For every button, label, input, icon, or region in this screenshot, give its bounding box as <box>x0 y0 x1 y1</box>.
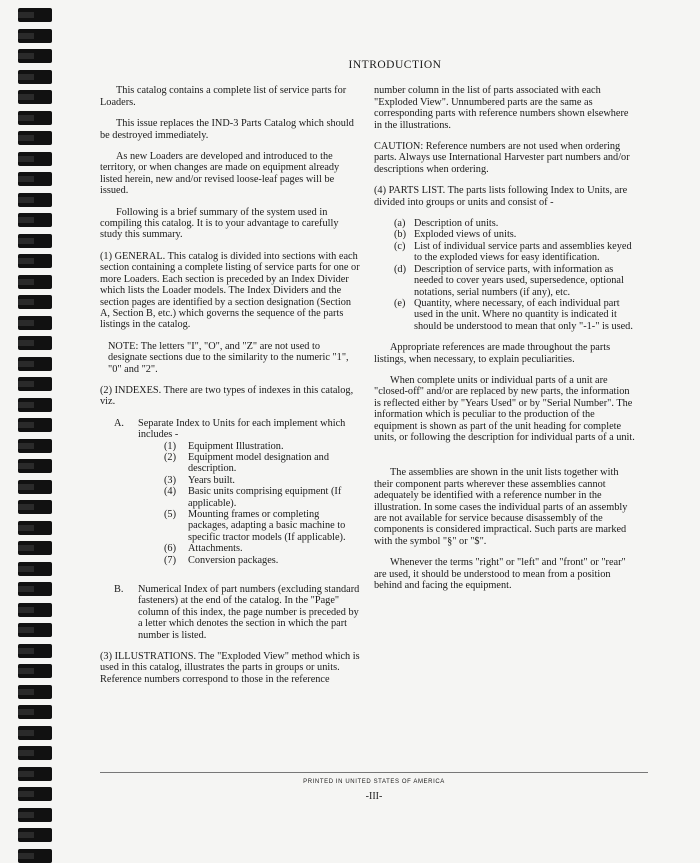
paragraph-new-loaders: As new Loaders are developed and introduced to the territory, or when changes are made on equipment already listed herein, new and/or revised loose-leaf pages will be issued. <box>100 151 340 197</box>
list-item-text: Conversion packages. <box>188 554 279 566</box>
section-indexes: (2) INDEXES. There are two types of indexes in this catalog, viz. <box>100 384 354 408</box>
binding-ring <box>18 828 52 842</box>
list-item-text: Equipment model designation and description. <box>188 451 329 475</box>
index-a-text: Separate Index to Units for each implement which includes - <box>138 417 346 441</box>
binding-ring <box>18 459 52 473</box>
binding-ring <box>18 70 52 84</box>
note-letters: NOTE: The letters "I", "O", and "Z" are not used to designate sections due to the similarity to the numeric "1", "0" and "2". <box>108 340 349 375</box>
index-b-text: Numerical Index of part numbers (excluding standard fasteners) at the end of the catalog. In the "Page" column of this index, the page number is preceded by a letter which denotes the section in which the part number is listed. <box>138 584 360 641</box>
binding-ring <box>18 664 52 678</box>
list-item <box>164 543 360 554</box>
paragraph-terms: Whenever the terms "right" or "left" and "front" or "rear" are used, it should be understood to mean from a position behind and facing the equipment. <box>374 557 626 592</box>
index-b-marker: B. <box>114 584 124 596</box>
list-item-marker: (a) <box>394 218 406 230</box>
list-item-text: Exploded views of units. <box>414 229 517 241</box>
binding-ring <box>18 295 52 309</box>
binding-ring <box>18 849 52 863</box>
document-page <box>100 60 648 840</box>
paragraph-closed-off: When complete units or individual parts of a unit are "closed-off" and/or are replaced by new parts, the information is reflected either by "Years Used" or by "Serial Number". The information which is peculiar to the production of the equipment is shown as part of the unit heading for complete units, or following the description for individual parts of a unit. <box>374 374 635 443</box>
binding-ring <box>18 172 52 186</box>
binding-ring <box>18 582 52 596</box>
paragraph-intro: This catalog contains a complete list of service parts for Loaders. <box>100 85 347 108</box>
list-item <box>164 452 360 475</box>
binding-ring <box>18 90 52 104</box>
list-item-marker: (1) <box>164 440 177 452</box>
binding-ring <box>18 193 52 207</box>
binding-ring <box>18 726 52 740</box>
binding-ring <box>18 500 52 514</box>
section-parts-list: (4) PARTS LIST. The parts lists following Index to Units, are divided into groups or units and consist of - <box>374 185 628 208</box>
list-item <box>394 218 637 229</box>
list-item-text: Quantity, where necessary, of each individual part used in the unit. Where no quantity is indicated it should be understood to mean that only "-1-" is used. <box>414 297 633 332</box>
spiral-binding <box>0 0 60 854</box>
binding-ring <box>18 29 52 43</box>
binding-ring <box>18 111 52 125</box>
binding-ring <box>18 234 52 248</box>
printed-notice: PRINTED IN UNITED STATES OF AMERICA <box>303 779 445 785</box>
index-a-marker: A. <box>114 417 125 429</box>
binding-ring <box>18 644 52 658</box>
binding-ring <box>18 746 52 760</box>
paragraph-caution: CAUTION: Reference numbers are not used when ordering parts. Always use International Harvester part numbers and/or descriptions when ordering. <box>374 141 630 175</box>
page-title: INTRODUCTION <box>348 59 442 71</box>
right-column <box>374 85 637 695</box>
paragraph-replaces: This issue replaces the IND-3 Parts Catalog which should be destroyed immediately. <box>100 118 354 141</box>
list-item <box>394 241 637 264</box>
binding-ring <box>18 398 52 412</box>
binding-ring <box>18 418 52 432</box>
footer-rule <box>100 772 648 773</box>
binding-ring <box>18 603 52 617</box>
list-item-marker: (c) <box>394 240 406 252</box>
binding-ring <box>18 49 52 63</box>
list-item-text: Description of service parts, with information as needed to cover years used, supersedence, optional notations, serial numbers (if any), etc. <box>414 263 624 298</box>
binding-ring <box>18 131 52 145</box>
page-number: -III- <box>365 791 383 802</box>
list-item-text: Mounting frames or completing packages, adapting a basic machine to specific tractor models (If applicable). <box>188 509 346 543</box>
binding-ring <box>18 152 52 166</box>
binding-ring <box>18 439 52 453</box>
binding-ring <box>18 705 52 719</box>
list-item <box>164 475 360 486</box>
binding-ring <box>18 767 52 781</box>
binding-ring <box>18 275 52 289</box>
list-item-marker: (4) <box>164 486 177 498</box>
binding-ring <box>18 336 52 350</box>
paragraph-summary: Following is a brief summary of the system used in compiling this catalog. It is to your advantage to carefully study this summary. <box>100 206 339 241</box>
binding-ring <box>18 357 52 371</box>
binding-ring <box>18 254 52 268</box>
list-item-marker: (3) <box>164 474 177 486</box>
list-item-text: Years built. <box>188 474 236 486</box>
binding-ring <box>18 521 52 535</box>
list-item-text: List of individual service parts and assemblies keyed to the exploded views for easy identification. <box>414 240 632 264</box>
list-item <box>394 229 637 240</box>
binding-ring <box>18 8 52 22</box>
binding-ring <box>18 623 52 637</box>
parts-list-items <box>394 218 637 332</box>
binding-ring <box>18 787 52 801</box>
paragraph-assemblies: The assemblies are shown in the unit lists together with their component parts wherever these assemblies cannot adequately be identified with a reference number in the illustration. In some cases the individual parts of an assembly are not available for service because disassembly of the components is considered impractical. Such parts are marked with the symbol "§" or "$". <box>374 467 628 547</box>
index-b <box>114 584 360 641</box>
list-item <box>164 486 360 509</box>
list-item <box>164 509 360 543</box>
list-item-marker: (e) <box>394 297 406 309</box>
list-item <box>394 264 637 298</box>
paragraph-references: Appropriate references are made throughout the parts listings, when necessary, to explain peculiarities. <box>374 342 611 365</box>
list-item-text: Basic units comprising equipment (If applicable). <box>188 486 342 509</box>
list-item-marker: (d) <box>394 263 407 275</box>
list-item-marker: (7) <box>164 554 177 566</box>
binding-ring <box>18 316 52 330</box>
binding-ring <box>18 808 52 822</box>
list-item-marker: (b) <box>394 229 407 241</box>
index-a-list <box>164 441 360 566</box>
list-item <box>394 298 637 332</box>
binding-ring <box>18 377 52 391</box>
paragraph-reference-column: number column in the list of parts associated with each "Exploded View". Unnumbered parts are the same as corresponding parts with reference numbers shown elsewhere in the illustrations. <box>374 85 629 131</box>
list-item-text: Description of units. <box>414 218 499 230</box>
section-general: (1) GENERAL. This catalog is divided into sections with each section containing a complete listing of service parts for one or more Loaders. Each section is preceded by an Index Divider which lists the Loader models. The Index Dividers and the section pages are identified by a section designation (Section A, Section B, etc.) which governs the sequence of the parts listings in the catalog. <box>100 250 360 331</box>
left-column <box>100 85 360 695</box>
index-a <box>114 418 360 574</box>
binding-ring <box>18 541 52 555</box>
binding-ring <box>18 213 52 227</box>
list-item-marker: (2) <box>164 451 177 463</box>
list-item <box>164 441 360 452</box>
binding-ring <box>18 685 52 699</box>
binding-ring <box>18 480 52 494</box>
list-item-text: Attachments. <box>188 543 243 555</box>
list-item <box>164 555 360 566</box>
binding-ring <box>18 562 52 576</box>
list-item-text: Equipment Illustration. <box>188 440 284 452</box>
list-item-marker: (5) <box>164 509 177 520</box>
list-item-marker: (6) <box>164 543 177 555</box>
section-illustrations: (3) ILLUSTRATIONS. The "Exploded View" method which is used in this catalog, illustrates the parts in groups or units. Reference numbers correspond to those in the reference <box>100 651 360 685</box>
